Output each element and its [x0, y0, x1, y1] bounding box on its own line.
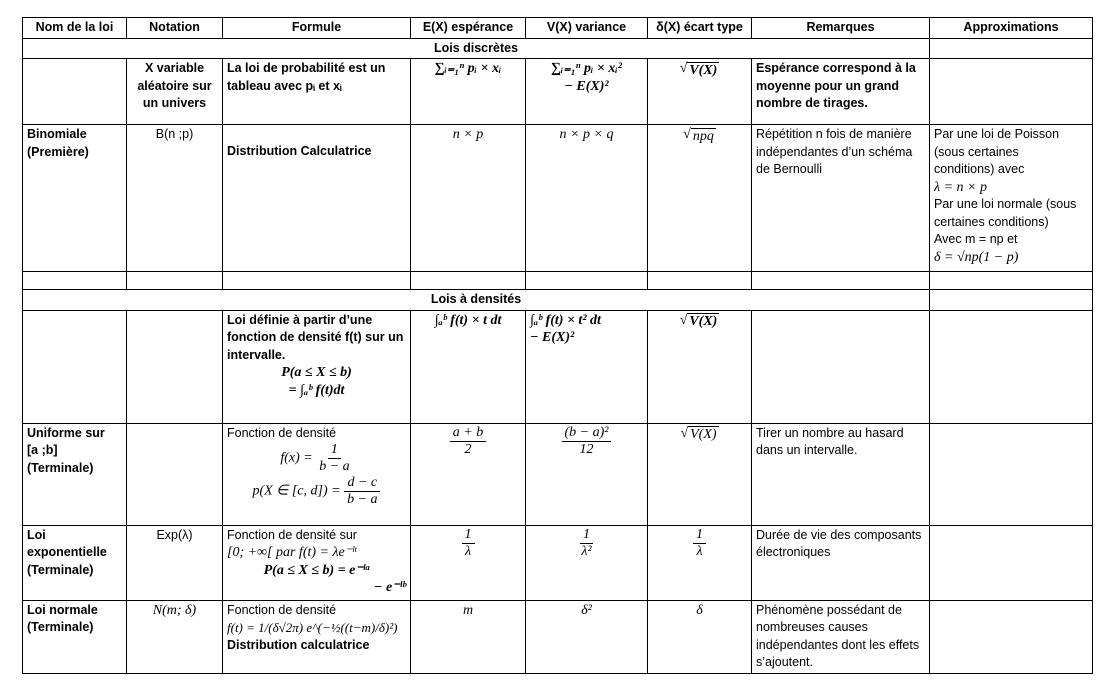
- name-cell: [23, 423, 127, 525]
- notation-cell: X variable aléatoire sur un univers: [127, 59, 223, 125]
- header-expectation: E(X) espérance: [411, 18, 526, 39]
- empty-cell: [223, 272, 411, 290]
- fraction: [693, 527, 706, 560]
- remarks-cell: Tirer un nombre au hasard dans un intervalle.: [752, 423, 930, 525]
- name-cell: [23, 600, 127, 673]
- formula-cell: [223, 125, 411, 272]
- expectation-cell: [411, 525, 526, 600]
- fraction: [316, 442, 352, 475]
- variance-line1: ∫ₐᵇ f(t) × t² dt: [530, 312, 601, 328]
- approximations-cell: [930, 125, 1093, 272]
- formula-integral: = ∫ₐᵇ f(t)dt: [288, 382, 345, 398]
- sqrt-expression: √ V(X): [679, 312, 718, 329]
- approx-line: Par une loi normale (sous: [934, 197, 1077, 211]
- sqrt-expression: √ npq: [683, 127, 714, 144]
- name-cell: [23, 59, 127, 125]
- expectation-cell: ∑ᵢ₌₁ⁿ pᵢ × xᵢ: [411, 59, 526, 125]
- empty-cell: [752, 272, 930, 290]
- formula-probability: P(a ≤ X ≤ b) = e⁻ˡᵃ: [263, 562, 370, 578]
- numerator: 1: [462, 527, 475, 544]
- notation-cell: [127, 423, 223, 525]
- denominator: b − a: [347, 492, 378, 507]
- name-cell: [23, 525, 127, 600]
- formula-density: f(t) = 1/(δ√2π) e^(−½((t−m)/δ)²): [227, 620, 398, 635]
- approx-line: conditions) avec: [934, 162, 1025, 176]
- variance-line1: ∑ᵢ₌₁ⁿ pᵢ × xᵢ²: [551, 61, 622, 76]
- sqrt-expression: √ V(X): [679, 61, 718, 78]
- expectation-cell: ∫ₐᵇ f(t) × t dt: [411, 310, 526, 423]
- empty-cell: [930, 290, 1093, 311]
- name-line: (Terminale): [27, 460, 94, 475]
- expectation-cell: m: [411, 600, 526, 673]
- table-row-uniform: [23, 423, 1093, 525]
- fraction: [462, 527, 475, 560]
- expectation-cell: n × p: [411, 125, 526, 272]
- approximations-cell: [930, 310, 1093, 423]
- formula-probability-cont: − e⁻ˡᵇ: [373, 580, 406, 595]
- variance-cell: [526, 525, 648, 600]
- header-approximations: Approximations: [930, 18, 1093, 39]
- empty-cell: [930, 272, 1093, 290]
- numerator: 1: [580, 527, 593, 544]
- notation-cell: Exp(λ): [127, 525, 223, 600]
- formula-calculator: Distribution calculatrice: [227, 637, 370, 652]
- fraction: [450, 425, 486, 458]
- numerator: (b − a)²: [562, 425, 612, 442]
- approximations-cell: [930, 59, 1093, 125]
- formula-text: Fonction de densité: [227, 425, 337, 440]
- name-line: Uniforme sur: [27, 425, 105, 440]
- formula-cell: [223, 525, 411, 600]
- formula-cell: [223, 600, 411, 673]
- approximations-cell: [930, 423, 1093, 525]
- approx-line: Par une loi de Poisson: [934, 127, 1060, 141]
- notation-cell: N(m; δ): [127, 600, 223, 673]
- formula-cell: La loi de probabilité est un tableau avec pᵢ et xᵢ: [223, 59, 411, 125]
- section-discrete-title: Lois discrètes: [23, 38, 930, 59]
- probability-laws-table: [22, 17, 1093, 674]
- formula-probability: [227, 475, 406, 508]
- empty-cell: [930, 38, 1093, 59]
- name-line: [a ;b]: [27, 443, 58, 457]
- formula-probability: P(a ≤ X ≤ b): [281, 365, 352, 380]
- fraction: [344, 475, 380, 508]
- variance-cell: δ²: [526, 600, 648, 673]
- expectation-cell: [411, 423, 526, 525]
- header-notation: Notation: [127, 18, 223, 39]
- variance-cell: [526, 59, 648, 125]
- formula-lhs: p(X ∈ [c, d]) =: [252, 483, 341, 499]
- table-row-exponential: [23, 525, 1093, 600]
- approx-line: (sous certaines: [934, 144, 1019, 159]
- remarks-cell: Durée de vie des composants électroniques: [752, 525, 930, 600]
- empty-cell: [648, 272, 752, 290]
- name-cell: [23, 125, 127, 272]
- denominator: λ: [464, 543, 472, 559]
- numerator: 1: [693, 527, 706, 544]
- fraction: [578, 527, 594, 560]
- header-formula: Formule: [223, 18, 411, 39]
- approximations-cell: [930, 600, 1093, 673]
- formula-text: Fonction de densité sur: [227, 527, 357, 542]
- remarks-cell: Répétition n fois de manière indépendantes d’un schéma de Bernoulli: [752, 125, 930, 272]
- empty-cell: [526, 272, 648, 290]
- variance-line2: − E(X)²: [564, 78, 609, 94]
- header-row: [23, 18, 1093, 39]
- formula-density: [0; +∞[ par f(t) = λe⁻ˡᵗ: [227, 545, 357, 560]
- formula-text: Loi définie à partir d’une fonction de densité f(t) sur un intervalle.: [227, 312, 404, 362]
- stddev-cell: [648, 125, 752, 272]
- table-row-binomial: [23, 125, 1093, 272]
- table-row-discrete-general: [23, 59, 1093, 125]
- approx-line: δ = √np(1 − p): [934, 249, 1019, 265]
- name-line: (Première): [27, 144, 89, 159]
- formula-cell: [223, 423, 411, 525]
- name-cell: [23, 310, 127, 423]
- empty-cell: [23, 272, 127, 290]
- numerator: 1: [328, 442, 341, 459]
- approximations-cell: [930, 525, 1093, 600]
- approx-line: λ = n × p: [934, 179, 987, 195]
- denominator: 2: [464, 441, 472, 457]
- numerator: d − c: [344, 475, 380, 492]
- formula-lhs: f(x) =: [280, 450, 313, 466]
- stddev-cell: [648, 59, 752, 125]
- name-line: exponentielle: [27, 545, 107, 559]
- table-row-density-general: [23, 310, 1093, 423]
- section-discrete-row: [23, 38, 1093, 59]
- stddev-cell: [648, 423, 752, 525]
- remarks-cell: Phénomène possédant de nombreuses causes indépendantes dont les effets s’ajoutent.: [752, 600, 930, 673]
- stddev-cell: [648, 525, 752, 600]
- variance-line2: − E(X)²: [530, 330, 575, 345]
- name-line: Binomiale: [27, 127, 87, 141]
- formula-text: Distribution Calculatrice: [227, 144, 372, 158]
- variance-cell: [526, 423, 648, 525]
- name-line: (Terminale): [27, 620, 94, 634]
- name-line: Loi normale: [27, 602, 98, 617]
- formula-text: Fonction de densité: [227, 602, 337, 617]
- notation-cell: [127, 310, 223, 423]
- formula-cell: [223, 310, 411, 423]
- table-row-empty: [23, 272, 1093, 290]
- header-variance: V(X) variance: [526, 18, 648, 39]
- numerator: a + b: [450, 425, 486, 442]
- denominator: 12: [579, 441, 594, 457]
- sqrt-expression: √ V(X): [680, 425, 717, 442]
- fraction: [562, 425, 612, 458]
- variance-cell: [526, 310, 648, 423]
- approx-line: certaines conditions): [934, 214, 1049, 229]
- formula-density: [227, 442, 406, 475]
- variance-cell: n × p × q: [526, 125, 648, 272]
- table-row-normal: [23, 600, 1093, 673]
- section-density-row: [23, 290, 1093, 311]
- header-remarks: Remarques: [752, 18, 930, 39]
- stddev-cell: [648, 310, 752, 423]
- denominator: λ²: [581, 543, 592, 559]
- notation-cell: B(n ;p): [127, 125, 223, 272]
- empty-cell: [127, 272, 223, 290]
- empty-cell: [411, 272, 526, 290]
- section-density-title: Lois à densités: [23, 290, 930, 311]
- denominator: λ: [696, 543, 703, 559]
- remarks-cell: Espérance correspond à la moyenne pour un grand nombre de tirages.: [752, 59, 930, 125]
- header-name: Nom de la loi: [23, 18, 127, 39]
- remarks-cell: [752, 310, 930, 423]
- header-stddev: δ(X) écart type: [648, 18, 752, 39]
- approx-line: Avec m = np et: [934, 232, 1018, 246]
- name-line: Loi: [27, 527, 46, 542]
- denominator: b − a: [319, 459, 350, 474]
- name-line: (Terminale): [27, 562, 94, 577]
- stddev-cell: δ: [648, 600, 752, 673]
